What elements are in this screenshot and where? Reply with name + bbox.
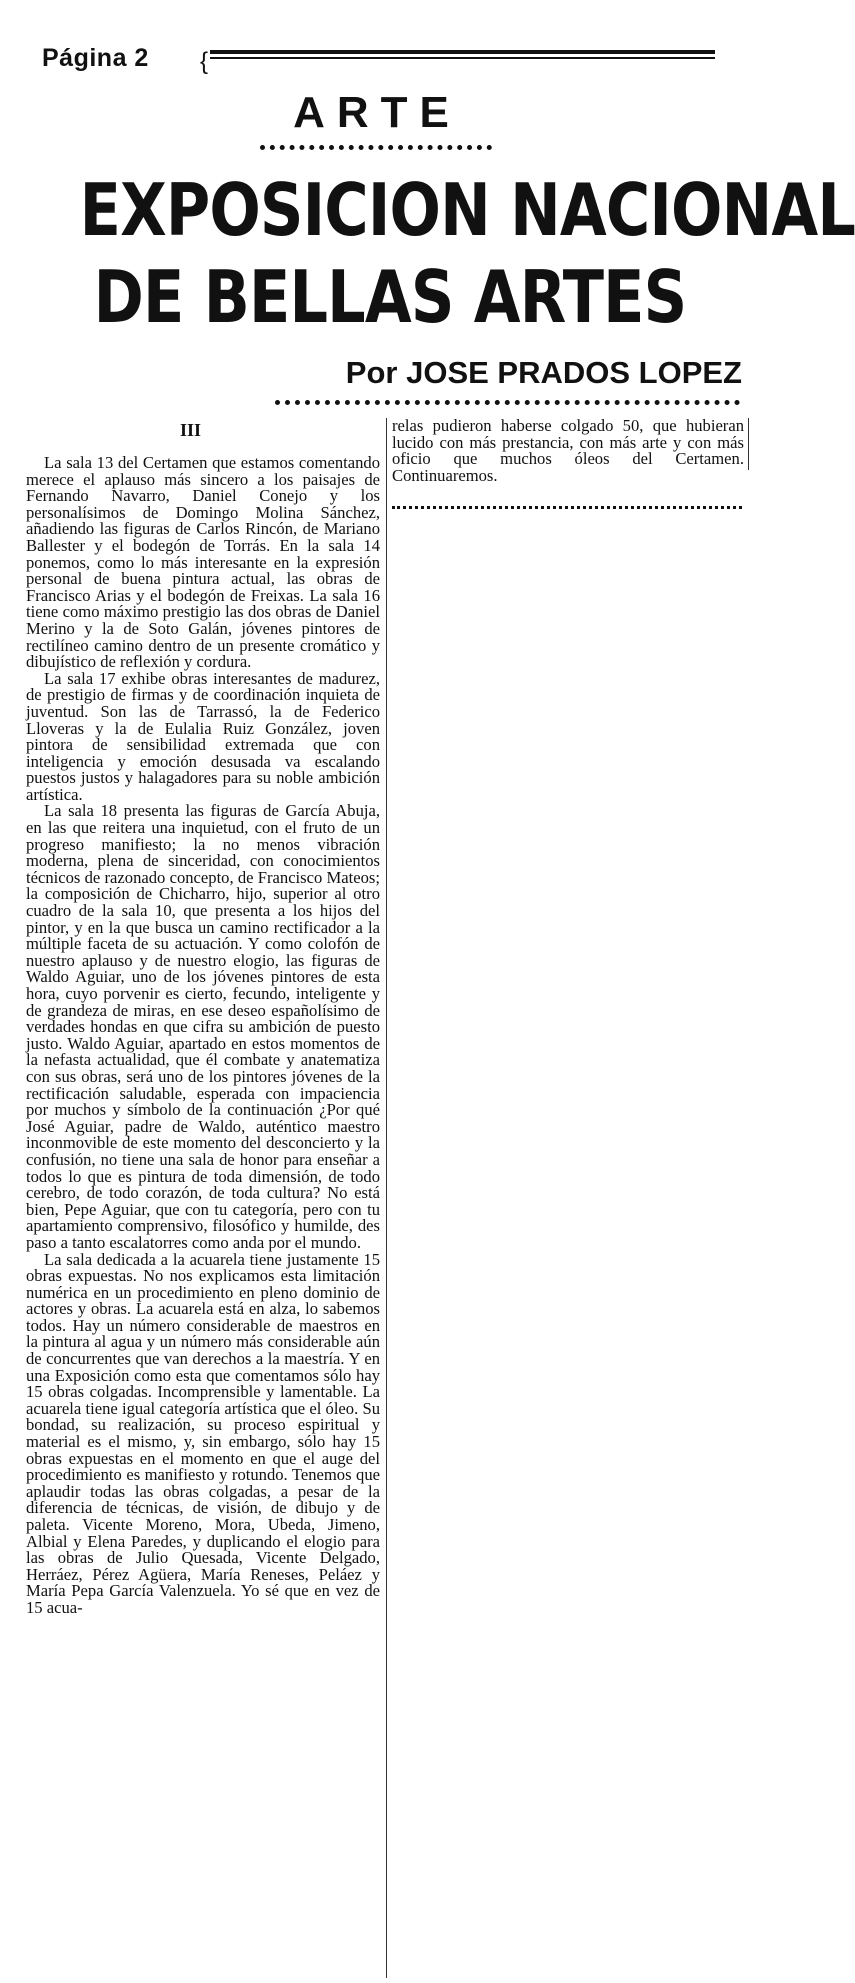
byline: Por JOSE PRADOS LOPEZ <box>345 355 742 390</box>
rule-bracket: { <box>200 48 209 75</box>
edge-rule <box>748 418 749 470</box>
byline-divider <box>275 400 740 405</box>
paragraph: relas pudieron haberse colgado 50, que hubieran lucido con más prestancia, con más arte y con más oficio que muchos óleos del Certamen. Continuaremos. <box>392 416 744 485</box>
article-column-2 <box>392 418 744 484</box>
end-divider <box>392 506 742 509</box>
paragraph: La sala 17 exhibe obras interesantes de madurez, de prestigio de firmas y de coordinación inquieta de juventud. Son las de Tarrassó, la de Federico Lloveras y la de Eulalia Ruiz González, joven pintora de sensibilidad extremada que con inteligencia y emoción desusada va escalando puestos justos y halagadores para su noble ambición artística. <box>26 668 380 804</box>
paragraph: La sala 18 presenta las figuras de García Abuja, en las que reitera una inquietud, con el fruto de un progreso manifiesto; la no menos vibración moderna, plena de sinceridad, con conocimientos técnicos de razonado concepto, de Francisco Mateos; la composición de Chicharro, hijo, superior al otro cuadro de la sala 10, que presenta a los hijos del pintor, y en la que busca un camino rectificador a la múltiple faceta de su actuación. Y como colofón de nuestro aplauso y de nuestro elogio, las figuras de Waldo Aguiar, uno de los jóvenes pintores de esta hora, cuyo porvenir es cierto, fecundo, inteligente y de grandeza de miras, en ese deseo españolísimo de verdades hondas en que cifra su ambición de puesto justo. Waldo Aguiar, apartado en estos momentos de la nefasta actualidad, que él combate y anatematiza con sus obras, será uno de los pintores jóvenes de la rectificación saludable, esperada con impaciencia por muchos y símbolo de la continuación ¿Por qué José Aguiar, padre de Waldo, auténtico maestro inconmovible de este momento del desconcierto y la confusión, no tiene una sala de honor para enseñar a todos lo que es pintura de toda dimensión, de todo cerebro, de todo corazón, de toda cultura? No está bien, Pepe Aguiar, que con tu categoría, pero con tu apartamiento comprensivo, filosófico y humilde, des paso a tanto escalatorres como anda por el mundo. <box>26 801 380 1252</box>
paragraph: La sala 13 del Certamen que estamos comentando merece el aplauso más sincero a los paisajes de Fernando Navarro, Daniel Conejo y los personalísimos de Domingo Molina Sánchez, añadiendo las figuras de Carlos Rincón, de Mariano Ballester y el bodegón de Torrás. En la sala 14 ponemos, como lo más interesante en la expresión personal de buena pintura actual, las obras de Francisco Arias y el bodegón de Freixas. La sala 16 tiene como máximo prestigio las dos obras de Daniel Merino y la de Soto Galán, jóvenes pintores de rectilíneo camino dentro de un presente cromático y dibujístico de reflexión y cordura. <box>26 453 380 672</box>
headline-line-2: DE BELLAS ARTES <box>93 255 687 339</box>
column-rule <box>386 418 387 1978</box>
paragraph: La sala dedicada a la acuarela tiene justamente 15 obras expuestas. No nos explicamos esta limitación numérica en un procedimiento en pleno dominio de actores y obras. La acuarela está en alza, lo sabemos todos. Hay un número considerable de maestros en la pintura al agua y un número más considerable aún de concurrentes que van derechos a la maestría. Y en una Exposición como esta que comentamos sólo hay 15 obras colgadas. Incomprensible y lamentable. La acuarela tiene igual categoría artística que el óleo. Su bondad, su realización, su proceso espiritual y material es el mismo, y, sin embargo, sólo hay 15 obras expuestas en el momento en que el auge del procedimiento es manifiesto y rotundo. Tenemos que aplaudir todas las obras colgadas, a pesar de la diferencia de técnicas, de visión, de dibujo y de paleta. Vicente Moreno, Mora, Ubeda, Jimeno, Albial y Elena Paredes, y duplicando el elogio para las obras de Julio Quesada, Vicente Delgado, Herráez, Pérez Agüera, María Reneses, Peláez y María Pepa García Valenzuela. Yo sé que en vez de 15 acua- <box>26 1249 380 1617</box>
top-rule <box>210 50 715 60</box>
headline-line-1: EXPOSICION NACIONAL <box>79 168 855 252</box>
article-column-1 <box>26 455 380 1617</box>
section-title: ARTE <box>293 88 461 137</box>
part-number: III <box>180 420 202 440</box>
page-label: Página 2 <box>42 44 149 72</box>
section-divider <box>260 145 492 150</box>
